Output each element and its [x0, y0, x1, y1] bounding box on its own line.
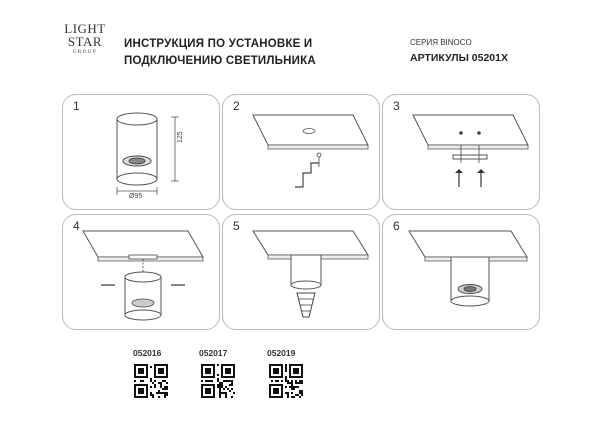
brand-line-2: STAR	[67, 34, 103, 49]
step-number: 1	[73, 99, 80, 113]
series-label: СЕРИЯ BINOCO	[410, 38, 472, 47]
articles-label: АРТИКУЛЫ 05201X	[410, 52, 508, 64]
step-3-panel	[382, 94, 540, 210]
step-number: 3	[393, 99, 400, 113]
brand-logo	[62, 22, 108, 55]
step-3-illustration	[383, 95, 539, 209]
step-5-illustration	[223, 215, 379, 329]
step-2-panel	[222, 94, 380, 210]
step-number: 5	[233, 219, 240, 233]
dimension-diameter-label: Ø95	[129, 193, 143, 200]
step-5-panel	[222, 214, 380, 330]
step-1-illustration	[63, 95, 219, 209]
step-4-illustration	[63, 215, 219, 329]
title-line-1: ИНСТРУКЦИЯ ПО УСТАНОВКЕ И	[124, 38, 313, 50]
step-2-illustration	[223, 95, 379, 209]
document-title	[124, 36, 316, 70]
step-1-panel	[62, 94, 220, 210]
qr-code-052016	[134, 364, 168, 398]
title-line-2: ПОДКЛЮЧЕНИЮ СВЕТИЛЬНИКА	[124, 55, 316, 67]
dimension-height-label: 125	[177, 131, 184, 143]
step-6-illustration	[383, 215, 539, 329]
step-number: 6	[393, 219, 400, 233]
qr-code-052017	[201, 364, 235, 398]
brand-line-1: LIGHT	[64, 21, 106, 36]
qr-code-052019	[269, 364, 303, 398]
step-number: 2	[233, 99, 240, 113]
code-label-052016: 052016	[133, 348, 162, 358]
code-label-052017: 052017	[199, 348, 228, 358]
step-4-panel	[62, 214, 220, 330]
brand-line-3: GROUP	[72, 50, 98, 55]
step-number: 4	[73, 219, 80, 233]
step-6-panel	[382, 214, 540, 330]
code-label-052019: 052019	[267, 348, 296, 358]
